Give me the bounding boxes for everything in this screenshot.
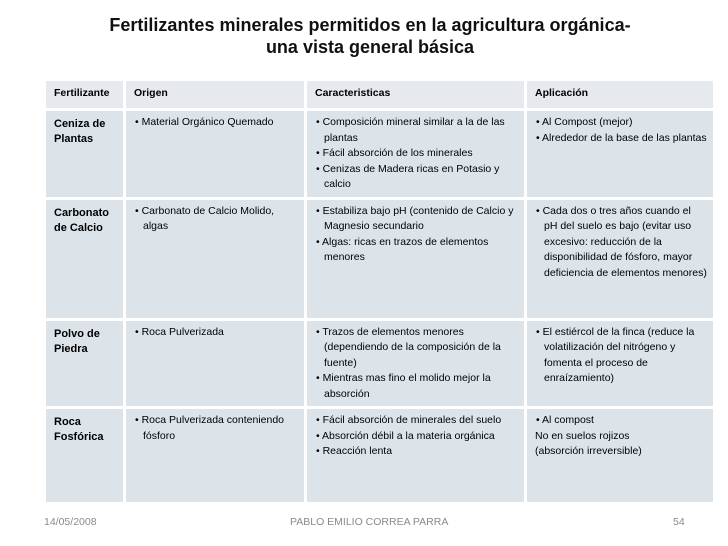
fertilizer-name: [45, 408, 125, 504]
fertilizer-name-line: Plantas: [54, 133, 94, 145]
slide-title-line-1: Fertilizantes minerales permitidos en la agricultura orgánica-: [109, 15, 631, 35]
list-item: • Al Compost (mejor): [536, 116, 633, 128]
application-cell: [526, 408, 715, 504]
fertilizer-name-line: Carbonato: [54, 206, 109, 219]
list-item: • Cenizas de Madera ricas en Potasio y calcio: [316, 162, 500, 190]
table-header-row: [45, 80, 715, 110]
list-item: • Carbonato de Calcio Molido, algas: [135, 204, 275, 232]
origin-cell: [125, 198, 306, 319]
header-origen: Origen: [125, 80, 306, 110]
list-item: • Roca Pulverizada conteniendo fósforo: [135, 414, 285, 442]
characteristics-cell: [306, 110, 526, 199]
slide-title-line-2: una vista general básica: [265, 37, 475, 57]
list-item: • El estiércol de la finca (reduce la volatilización del nitrógeno y fomenta el proceso de enraízamiento): [536, 325, 695, 384]
fertilizer-name-line: Fosfórica: [54, 431, 104, 443]
fertilizer-name: [45, 110, 125, 199]
list-item: • Mientras mas fino el molido mejor la absorción: [316, 372, 491, 400]
characteristics-cell: [306, 408, 526, 504]
list-item: • Reacción lenta: [316, 445, 393, 457]
table-row: [45, 198, 715, 319]
table-row: [45, 319, 715, 408]
list-item: (absorción irreversible): [535, 445, 642, 457]
slide-title: [60, 14, 680, 58]
list-item: No en suelos rojizos: [535, 429, 630, 442]
list-item: • Material Orgánico Quemado: [135, 116, 274, 128]
fertilizer-name-line: Roca: [54, 416, 81, 428]
fertilizer-name: [45, 198, 125, 319]
fertilizer-table: [43, 78, 716, 505]
origin-cell: [125, 110, 306, 199]
list-item: • Al compost: [536, 414, 594, 426]
table-row: [45, 110, 715, 199]
list-item: • Fácil absorción de minerales del suelo: [316, 414, 502, 426]
list-item: • Cada dos o tres años cuando el pH del suelo es bajo (evitar uso excesivo: reducción de la disponibilidad de fósforo, mayor deficiencia de elementos menores): [536, 204, 707, 279]
characteristics-cell: [306, 319, 526, 408]
list-item: • Estabiliza bajo pH (contenido de Calcio y Magnesio secundario: [316, 204, 514, 232]
characteristics-cell: [306, 198, 526, 319]
footer-author: PABLO EMILIO CORREA PARRA: [290, 516, 449, 528]
origin-cell: [125, 408, 306, 504]
origin-cell: [125, 319, 306, 408]
footer-date: 14/05/2008: [44, 516, 97, 528]
list-item: • Composición mineral similar a la de las plantas: [316, 116, 505, 144]
application-cell: [526, 198, 715, 319]
fertilizer-name-line: de Calcio: [54, 221, 103, 234]
list-item: • Trazos de elementos menores (dependiendo de la composición de la fuente): [316, 325, 501, 369]
list-item: • Algas: ricas en trazos de elementos menores: [316, 235, 489, 263]
application-cell: [526, 110, 715, 199]
fertilizer-name-line: Polvo de: [54, 327, 100, 340]
fertilizer-name-line: Piedra: [54, 342, 88, 355]
fertilizer-name-line: Ceniza de: [54, 118, 106, 130]
list-item: • Roca Pulverizada: [135, 325, 224, 338]
list-item: • Alrededor de la base de las plantas: [536, 131, 707, 144]
header-caracteristicas: Caracteristicas: [306, 80, 526, 110]
fertilizer-name: [45, 319, 125, 408]
header-aplicacion: Aplicación: [526, 80, 715, 110]
list-item: • Fácil absorción de los minerales: [316, 147, 473, 159]
footer-page-number: 54: [673, 516, 685, 528]
header-fertilizante: Fertilizante: [45, 80, 125, 110]
list-item: • Absorción débil a la materia orgánica: [316, 429, 495, 442]
table-row: [45, 408, 715, 504]
application-cell: [526, 319, 715, 408]
